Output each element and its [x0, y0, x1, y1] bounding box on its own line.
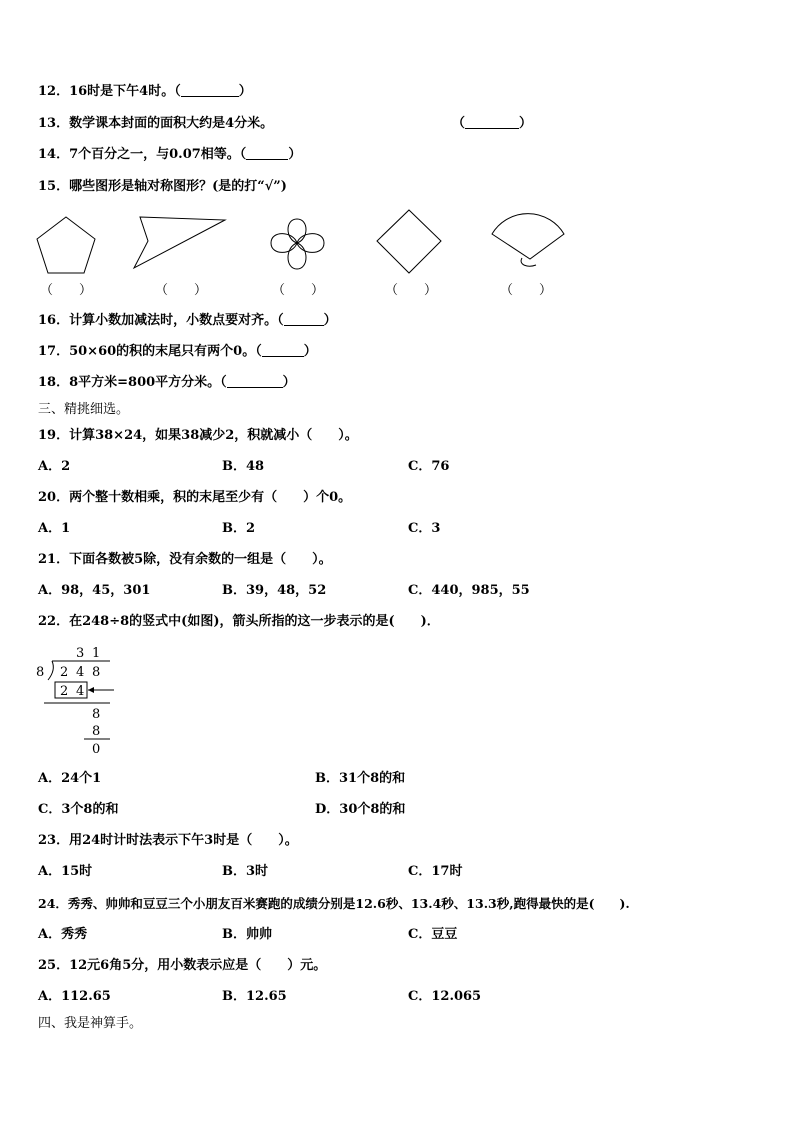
- shape-answer-5[interactable]: （ ）: [500, 283, 553, 298]
- option-c[interactable]: C．440，985，55: [408, 583, 530, 598]
- question-number: 12．: [38, 84, 70, 99]
- question-number: 21．: [38, 552, 70, 567]
- question-16: [38, 313, 337, 329]
- section-3-heading: 三、精挑细选。: [38, 402, 130, 417]
- option-c[interactable]: C．豆豆: [408, 927, 458, 942]
- question-13-answer: [452, 116, 532, 132]
- option-b[interactable]: B．39，48，52: [222, 583, 327, 598]
- question-text: 计算小数加减法时，小数点要对齐。（: [69, 313, 284, 328]
- option-b[interactable]: B．帅帅: [222, 927, 272, 942]
- question-text: 16时是下午4时。（: [69, 84, 181, 99]
- question-15: [38, 179, 287, 195]
- triangle-icon: [134, 217, 225, 268]
- answer-blank[interactable]: [246, 147, 288, 160]
- four-leaf-icon: [271, 219, 324, 269]
- option-c[interactable]: C．12.065: [408, 989, 482, 1004]
- shapes-row: [30, 212, 750, 278]
- question-12: [38, 84, 252, 100]
- option-b[interactable]: B．3时: [222, 864, 269, 879]
- question-text: 计算38×24，如果38减少2，积就减小（ ）。: [69, 428, 358, 443]
- option-c[interactable]: C．3个8的和: [38, 802, 119, 817]
- question-number: 17．: [38, 344, 70, 359]
- option-b[interactable]: B．2: [222, 521, 256, 536]
- divisor: 8: [36, 665, 45, 680]
- question-number: 14．: [38, 147, 70, 162]
- question-number: 19．: [38, 428, 70, 443]
- paren-close: ）: [303, 344, 317, 359]
- question-number: 22．: [38, 614, 70, 629]
- dividend-digit: 8: [92, 665, 101, 680]
- option-b[interactable]: B．12.65: [222, 989, 287, 1004]
- question-number: 15．: [38, 179, 70, 194]
- question-text: 8平方米=800平方分米。（: [69, 375, 227, 390]
- shape-answer-2[interactable]: （ ）: [155, 283, 208, 298]
- question-13: [38, 116, 273, 132]
- option-a[interactable]: A．2: [38, 459, 71, 474]
- question-text: 在248÷8的竖式中(如图)，箭头所指的这一步表示的是( )．: [69, 614, 440, 629]
- question-number: 25．: [38, 958, 70, 973]
- shape-answer-3[interactable]: （ ）: [272, 283, 325, 298]
- answer-blank[interactable]: [227, 375, 283, 388]
- fan-icon: [492, 214, 564, 267]
- question-text: 秀秀、帅帅和豆豆三个小朋友百米赛跑的成绩分别是12.6秒、13.4秒、13.3秒,跑得最快的是( ).: [67, 896, 630, 911]
- option-a[interactable]: A．24个1: [38, 771, 102, 786]
- question-22: [38, 614, 440, 630]
- shape-answer-1[interactable]: （ ）: [40, 283, 93, 298]
- option-b[interactable]: B．31个8的和: [315, 771, 406, 786]
- pentagon-icon: [37, 217, 95, 273]
- option-c[interactable]: C．17时: [408, 864, 463, 879]
- option-a[interactable]: A．秀秀: [38, 927, 88, 942]
- product-2: 8: [92, 724, 101, 739]
- question-number: 23．: [38, 833, 70, 848]
- long-division-figure: [34, 640, 124, 760]
- dividend-digit: 2: [60, 665, 69, 680]
- option-a[interactable]: A．1: [38, 521, 71, 536]
- question-number: 18．: [38, 375, 70, 390]
- option-c[interactable]: C．76: [408, 459, 450, 474]
- answer-blank[interactable]: [284, 313, 324, 326]
- question-number: 24．: [38, 896, 68, 911]
- question-17: [38, 344, 317, 360]
- question-text: 7个百分之一，与0.07相等。（: [69, 147, 247, 162]
- paren-close: ）: [519, 116, 533, 131]
- question-number: 13．: [38, 116, 70, 131]
- paren-close: ）: [288, 147, 302, 162]
- option-a[interactable]: A．98，45，301: [38, 583, 151, 598]
- question-23: [38, 833, 298, 849]
- question-number: 16．: [38, 313, 70, 328]
- question-14: [38, 147, 301, 163]
- question-text: 50×60的积的末尾只有两个0。（: [69, 344, 262, 359]
- remainder-1: 8: [92, 707, 101, 722]
- paren-close: ）: [323, 313, 337, 328]
- product-digit: 4: [76, 684, 85, 699]
- shape-answer-4[interactable]: （ ）: [385, 283, 438, 298]
- answer-blank[interactable]: [181, 84, 239, 97]
- question-text: 哪些图形是轴对称图形？(是的打“√”): [69, 179, 287, 194]
- section-4-heading: 四、我是神算手。: [38, 1016, 143, 1031]
- remainder-2: 0: [92, 742, 101, 757]
- product-digit: 2: [60, 684, 69, 699]
- diamond-icon: [377, 210, 441, 273]
- option-a[interactable]: A．15时: [38, 864, 93, 879]
- question-text: 12元6角5分，用小数表示应是（ ）元。: [69, 958, 327, 973]
- question-number: 20．: [38, 490, 70, 505]
- question-text: 下面各数被5除，没有余数的一组是（ ）。: [69, 552, 332, 567]
- question-18: [38, 375, 296, 391]
- dividend-digit: 4: [76, 665, 85, 680]
- answer-blank[interactable]: [465, 116, 519, 129]
- option-a[interactable]: A．112.65: [38, 989, 111, 1004]
- answer-blank[interactable]: [262, 344, 304, 357]
- question-25: [38, 958, 326, 974]
- option-d[interactable]: D．30个8的和: [315, 802, 406, 817]
- quotient-digit: 3: [76, 646, 85, 661]
- paren-close: ）: [238, 84, 252, 99]
- question-20: [38, 490, 351, 506]
- question-text: 用24时计时法表示下午3时是（ ）。: [69, 833, 298, 848]
- option-c[interactable]: C．3: [408, 521, 441, 536]
- question-text: 两个整十数相乘，积的末尾至少有（ ）个0。: [69, 490, 352, 505]
- question-text: 数学课本封面的面积大约是4分米。: [69, 116, 274, 131]
- question-24: [38, 896, 630, 912]
- question-19: [38, 428, 358, 444]
- option-b[interactable]: B．48: [222, 459, 265, 474]
- question-21: [38, 552, 332, 568]
- paren-close: ）: [282, 375, 296, 390]
- quotient-digit: 1: [92, 646, 101, 661]
- paren-open: （: [452, 116, 466, 131]
